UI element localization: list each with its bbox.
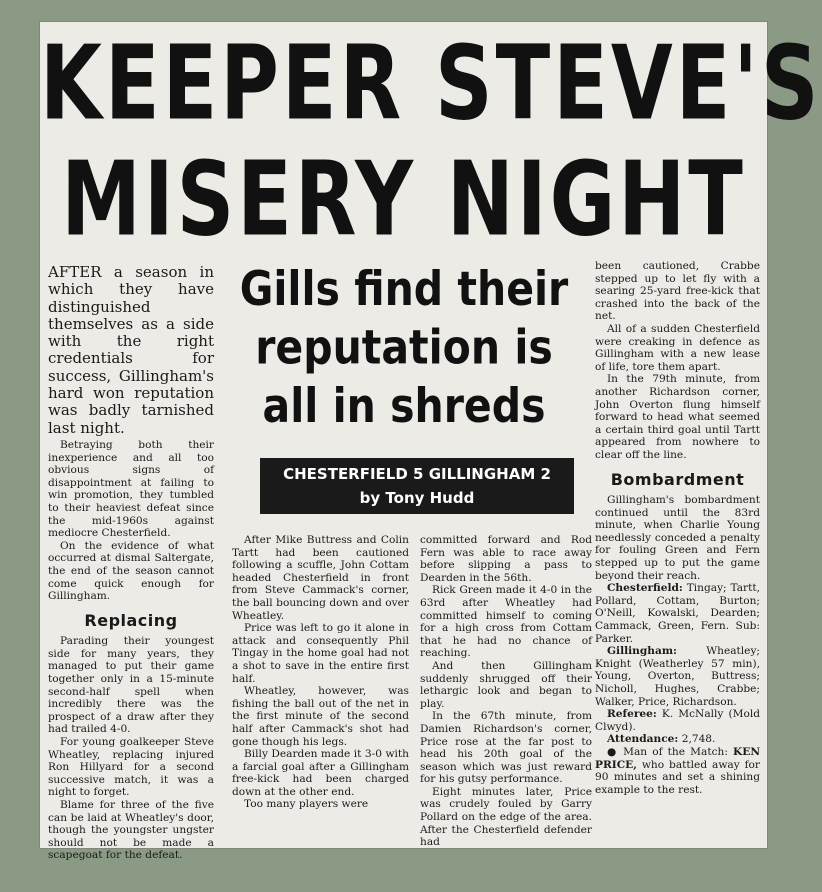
paragraph: In the 79th minute, from another Richardson corner, John Overton flung himself forward to head what seemed a certain third goal until Tartt appeared from nowhere to clear off the line. (595, 373, 760, 461)
paragraph: Billy Dearden made it 3-0 with a farcial goal after a Gillingham free-kick had been charged down at the other end. (232, 748, 409, 798)
column-2 (232, 534, 409, 811)
attendance-line (595, 733, 760, 746)
paragraph: For young goalkeeper Steve Wheatley, replacing injured Ron Hillyard for a second successive match, it was a night to forget. (48, 736, 214, 799)
paragraph: In the 67th minute, from Damien Richardson's corner, Price rose at the far post to head his 20th goal of the season which was just reward for his gutsy performance. (420, 710, 592, 786)
paragraph: And then Gillingham suddenly shrugged off their lethargic look and began to play. (420, 659, 592, 710)
deck-headline (226, 260, 582, 436)
column-3 (420, 534, 592, 849)
paragraph: Parading their youngest side for many years, they managed to put their game together only in a 15-minute second-half spell when incredibly there was the prospect of a draw after they had trailed 4-0. (48, 635, 214, 736)
referee-line (595, 708, 760, 733)
attendance-label: Attendance: (607, 733, 679, 746)
team-chesterfield (595, 582, 760, 645)
team-label: Chesterfield: (607, 582, 683, 595)
paragraph: Wheatley, however, was fishing the ball out of the net in the first minute of the second half after Cammack's shot had gone though his legs. (232, 685, 409, 748)
paragraph: On the evidence of what occurred at dismal Saltergate, the end of the season cannot come quick enough for Gillingham. (48, 539, 214, 603)
paragraph: Blame for three of the five can be laid at Wheatley's door, though the youngster ungster should not be made a scapegoat for the defeat. (48, 799, 214, 862)
paragraph: Rick Green made it 4-0 in the 63rd after Wheatley had committed himself to coming for a high cross from Cottam that he had no chance of reaching. (420, 584, 592, 660)
headline-line-1: KEEPER STEVE'S (40, 24, 822, 144)
headline-line-2: MISERY NIGHT (61, 140, 746, 260)
referee-name: K. McNally (Mold Clwyd). (595, 708, 760, 733)
paragraph: Too many players were (244, 798, 369, 811)
scoreline: CHESTERFIELD 5 GILLINGHAM 2 (283, 465, 551, 483)
paragraph: Price was left to go it alone in attack and consequently Phil Tingay in the home goal had not a shot to save in the entire first half. (232, 622, 409, 685)
paragraph: All of a sudden Chesterfield were creaking in defence as Gillingham with a new lease of life, tore them apart. (595, 322, 760, 373)
paragraph: Eight minutes later, Price was crudely fouled by Garry Pollard on the edge of the area. After the Chesterfield defender had (420, 785, 592, 849)
paragraph: Gillingham's bombardment continued until the 83rd minute, when Charlie Young needlessly conceded a penalty for fouling Green and Fern stepped up to put the game beyond their reach. (595, 494, 760, 582)
paragraph: been cautioned, Crabbe stepped up to let fly with a searing 25-yard free-kick that crashed into the back of the net. (595, 260, 760, 323)
motm-label: ● Man of the Match: (607, 745, 728, 758)
team-lineup: Tingay; Tartt, Pollard, Cottam, Burton; O'Neill, Kowalski, Dearden; Cammack, Green, Fern. Sub: Parker. (595, 582, 760, 645)
paragraph: Betraying both their inexperience and all too obvious signs of disappointment at failing to win promotion, they tumbled to their heaviest defeat since the mid-1960s against mediocre Chesterfield. (48, 438, 214, 540)
motm-text: who battled away for 90 minutes and set a shining example to the rest. (595, 758, 760, 796)
attendance-value: 2,748. (681, 733, 716, 746)
column-4 (595, 260, 760, 796)
lead-paragraph: AFTER a season in which they have distinguished themselves as a side with the right credentials for success, Gillingham's hard won reputation was badly tarnished last night. (48, 263, 214, 437)
team-gillingham (595, 645, 760, 708)
byline: by Tony Hudd (359, 489, 475, 507)
team-label: Gillingham: (607, 645, 677, 658)
paragraph: After Mike Buttress and Colin Tartt had been cautioned following a scuffle, John Cottam headed Chesterfield in front from Steve Cammack's corner, the ball bouncing down and over Wheatley. (232, 534, 409, 622)
team-lineup: Wheatley; Knight (Weatherley 57 min), Young, Overton, Buttress; Nicholl, Hughes, Crabbe; Walker, Price, Richardson. (595, 645, 760, 708)
column-1 (48, 264, 214, 862)
man-of-match-line (595, 746, 760, 796)
motm-name: KEN PRICE, (595, 745, 761, 771)
newspaper-clipping (40, 22, 822, 862)
deck-line-1: Gills find their (239, 261, 569, 317)
subheading-bombardment: Bombardment (610, 469, 745, 489)
deck-line-3: all in shreds (262, 378, 546, 434)
referee-label: Referee: (607, 708, 657, 721)
subheading-replacing: Replacing (84, 610, 178, 630)
deck-line-2: reputation is (255, 319, 553, 375)
paragraph: committed forward and Rod Fern was able to race away before slipping a pass to Dearden in the 56th. (420, 534, 592, 584)
score-banner (260, 458, 574, 514)
